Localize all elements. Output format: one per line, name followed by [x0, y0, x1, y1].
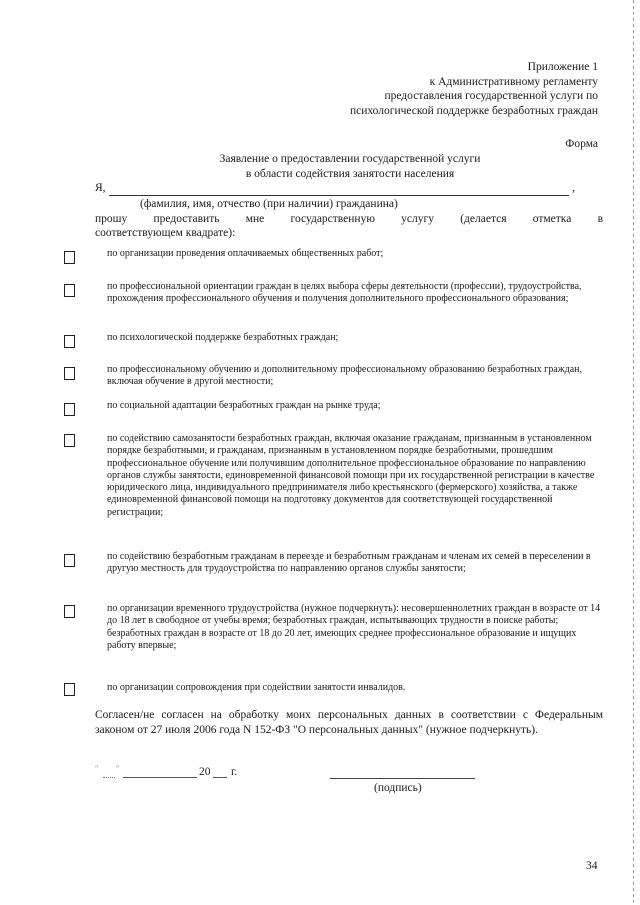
request-text	[95, 212, 603, 240]
option-text: по организации сопровождения при содействии занятости инвалидов.	[107, 682, 406, 693]
appendix-line: психологической поддержке безработных граждан	[349, 104, 598, 117]
applicant-suffix: ,	[572, 182, 575, 194]
scan-edge	[633, 0, 634, 905]
appendix-line: к Административному регламенту	[429, 75, 598, 88]
option-checkbox[interactable]	[64, 605, 75, 618]
request-line: соответствующем квадрате):	[95, 227, 236, 239]
applicant-row	[95, 182, 575, 198]
option-text: по профессиональному обучению и дополнительному профессиональному образованию безработных граждан, включая обучение в другой местности;	[107, 364, 582, 388]
date-year-prefix: 20	[199, 766, 211, 778]
applicant-caption: (фамилия, имя, отчество (при наличии) гражданина)	[140, 198, 398, 210]
applicant-prefix: Я,	[95, 182, 106, 194]
option-checkbox[interactable]	[64, 335, 75, 348]
date-month-field[interactable]	[123, 777, 197, 778]
page-number: 34	[586, 860, 598, 872]
date-quote-close: "	[116, 764, 120, 773]
applicant-name-field[interactable]	[109, 195, 569, 196]
appendix-line: предоставления государственной услуги по	[384, 90, 598, 102]
appendix-header	[268, 60, 598, 118]
option-text: по профессиональной ориентации граждан в целях выбора сферы деятельности (профессии), трудоустройства, прохождения профессионального обучения и получения дополнительного профессионального образования;	[107, 281, 582, 305]
option-text: по психологической поддержке безработных граждан;	[107, 332, 339, 343]
date-field	[95, 766, 295, 782]
consent-text: Согласен/не согласен на обработку моих персональных данных в соответствии с Федеральным законом от 27 июля 2006 года N 152-ФЗ "О персональных данных" (нужное подчеркнуть).	[95, 709, 603, 736]
option-text: по организации временного трудоустройства (нужное подчеркнуть): несовершеннолетних граждан в возрасте от 14 до 18 лет в свободное от учебы время; безработных граждан, испытывающих трудности в поиске работы; безработных граждан в возрасте от 18 до 20 лет, имеющих среднее профессиональное образование и ищущих работу впервые;	[107, 603, 601, 651]
form-label: Форма	[565, 138, 598, 150]
option-checkbox[interactable]	[64, 403, 75, 416]
option-checkbox[interactable]	[64, 434, 75, 447]
date-quote-open: "	[95, 764, 99, 773]
option-text: по социальной адаптации безработных граждан на рынке труда;	[107, 400, 381, 411]
title-line: в области содействия занятости населения	[245, 168, 455, 180]
title-line: Заявление о предоставлении государственной услуги	[219, 153, 481, 165]
date-year-field[interactable]	[213, 777, 227, 778]
date-day-field[interactable]	[103, 777, 115, 778]
option-checkbox[interactable]	[64, 284, 75, 297]
option-text: по содействию самозанятости безработных граждан, включая оказание гражданам, признанным в установленном порядке безработными, и гражданам, признанным в установленном порядке безработными, прошедшим профессиональное обучение или получившим дополнительное профессиональное образование по направлению органов службы занятости, единовременной финансовой помощи при их государственной регистрации в качестве юридического лица, индивидуального предпринимателя либо крестьянского (фермерского) хозяйства, а также единовременной финансовой помощи на подготовку документов для соответствующей государственной регистрации;	[107, 433, 595, 518]
document-title	[0, 152, 640, 182]
option-text: по организации проведения оплачиваемых общественных работ;	[107, 248, 384, 259]
option-checkbox[interactable]	[64, 683, 75, 696]
signature-field[interactable]	[330, 778, 475, 779]
option-checkbox[interactable]	[64, 554, 75, 567]
option-text: по содействию безработным гражданам в переезде и безработным гражданам и членам их семей в переселении в другую местность для трудоустройства по направлению органов службы занятости;	[107, 551, 591, 575]
option-checkbox[interactable]	[64, 251, 75, 264]
option-checkbox[interactable]	[64, 367, 75, 380]
request-line: прошу предоставить мне государственную услугу (делается отметка в	[95, 213, 603, 225]
date-year-suffix: г.	[231, 766, 238, 778]
signature-caption: (подпись)	[374, 782, 422, 794]
appendix-line: Приложение 1	[527, 61, 598, 73]
